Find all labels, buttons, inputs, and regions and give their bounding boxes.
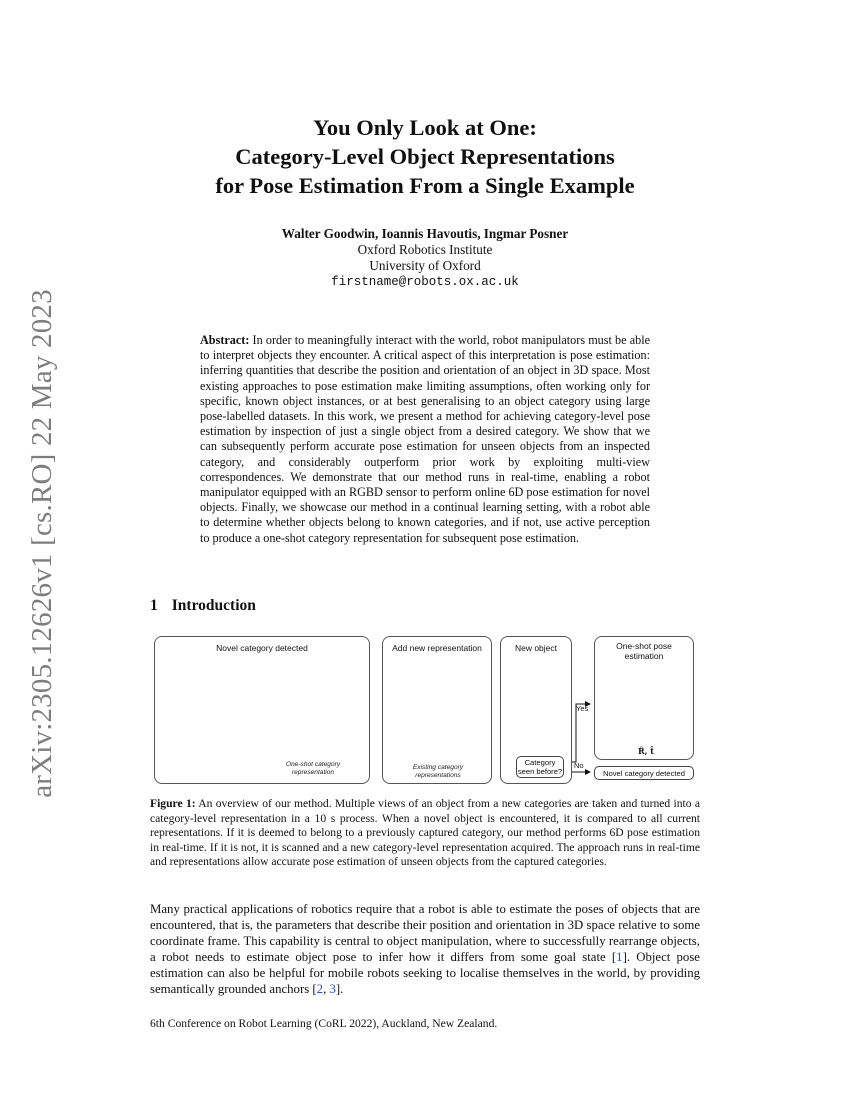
panel-novel-category-title: Novel category detected — [216, 643, 308, 653]
section-number: 1 — [150, 597, 158, 614]
yes-label: Yes — [576, 704, 589, 713]
abstract — [200, 333, 650, 546]
figure-caption-text: An overview of our method. Multiple views of an object from a new categories are taken and turned into a category-level representation in a 10 s process. When a novel object is encountered, it is compared to all current representations. If it is deemed to belong to a previously captured category, our method performs 6D pose estimation in real-time. If it is not, it is scanned and a new category-level representation acquired. The approach runs in real-time and representations allow accurate pose estimation of unseen objects from the captured categories. — [150, 797, 701, 869]
panel-add-representation-caption: Existing category representations — [412, 764, 464, 779]
title-line: for Pose Estimation From a Single Example — [215, 173, 635, 198]
figure-caption-label: Figure 1: — [150, 797, 196, 810]
author-block — [150, 226, 700, 290]
figure-overview — [150, 632, 700, 792]
decision-box: Category seen before? — [517, 758, 563, 776]
panel-new-object-title: New object — [514, 643, 558, 653]
arxiv-id: arXiv:2305.12626v1 [cs.RO] 22 May 2023 — [25, 288, 58, 798]
intro-text: Many practical applications of robotics require that a robot is able to estimate the poses of objects that are encountered, that is, the parameters that describe their position and orientation in 3D space relative to some coordinate frame. This capability is central to object manipulation, where to successfully rearrange objects, a robot needs to estimate object pose to infer how it differs from some goal state [ — [150, 902, 700, 964]
panel-novel-category-caption: One-shot category representation — [285, 761, 341, 776]
author-institute: Oxford Robotics Institute — [357, 242, 493, 257]
section-heading — [150, 597, 256, 615]
panel-one-shot-pose-title: One-shot pose estimation — [616, 641, 672, 661]
citation-link[interactable]: 1 — [616, 950, 623, 964]
conference-footer: 6th Conference on Robot Learning (CoRL 2022), Auckland, New Zealand. — [150, 1017, 498, 1030]
novel-category-box: Novel category detected — [594, 766, 694, 780]
intro-text: , — [323, 982, 330, 996]
author-names: Walter Goodwin, Ioannis Havoutis, Ingmar Posner — [281, 226, 569, 241]
intro-text: ]. Object pose estimation can also be helpful for mobile robots seeking to localise themselves in the world, by providing semantically grounded anchors [ — [150, 950, 700, 996]
section-title: Introduction — [171, 597, 256, 614]
title-line: You Only Look at One: — [313, 115, 537, 140]
figure-caption — [150, 797, 700, 870]
arxiv-stamp — [22, 288, 62, 798]
pose-symbol: R̂, t̂ — [638, 746, 654, 756]
intro-paragraph — [150, 901, 700, 997]
paper-title — [100, 113, 750, 200]
panel-add-representation-title: Add new representation — [392, 643, 482, 653]
citation-link[interactable]: 3 — [329, 982, 336, 996]
abstract-text: In order to meaningfully interact with the world, robot manipulators must be able to interpret objects they encounter. A critical aspect of this interpretation is pose estimation: inferring quantities that describe the position and orientation of an object in 3D space. Most existing approaches to pose estimation make limiting assumptions, often working only for specific, known object instances, or at best generalising to an object category using large pose-labelled datasets. In this work, we present a method for achieving category-level pose estimation by inspection of just a single object from a desired category. We show that we can subsequently perform accurate pose estimation for unseen objects from an inspected category, and considerably outperform prior work by exploiting multi-view correspondences. We demonstrate that our method runs in real-time, enabling a robot manipulator equipped with an RGBD sensor to perform online 6D pose estimation for novel objects. Finally, we showcase our method in a continual learning setting, with a robot able to determine whether objects belong to known categories, and if not, use active perception to produce a one-shot category representation for subsequent pose estimation. — [200, 333, 650, 545]
panel-add-representation — [382, 636, 492, 784]
title-line: Category-Level Object Representations — [235, 144, 615, 169]
author-university: University of Oxford — [369, 258, 481, 273]
abstract-label: Abstract: — [200, 333, 250, 347]
no-label: No — [574, 761, 584, 770]
citation-link[interactable]: 2 — [316, 982, 324, 996]
author-email: firstname@robots.ox.ac.uk — [331, 275, 519, 289]
intro-text: ]. — [335, 982, 344, 996]
